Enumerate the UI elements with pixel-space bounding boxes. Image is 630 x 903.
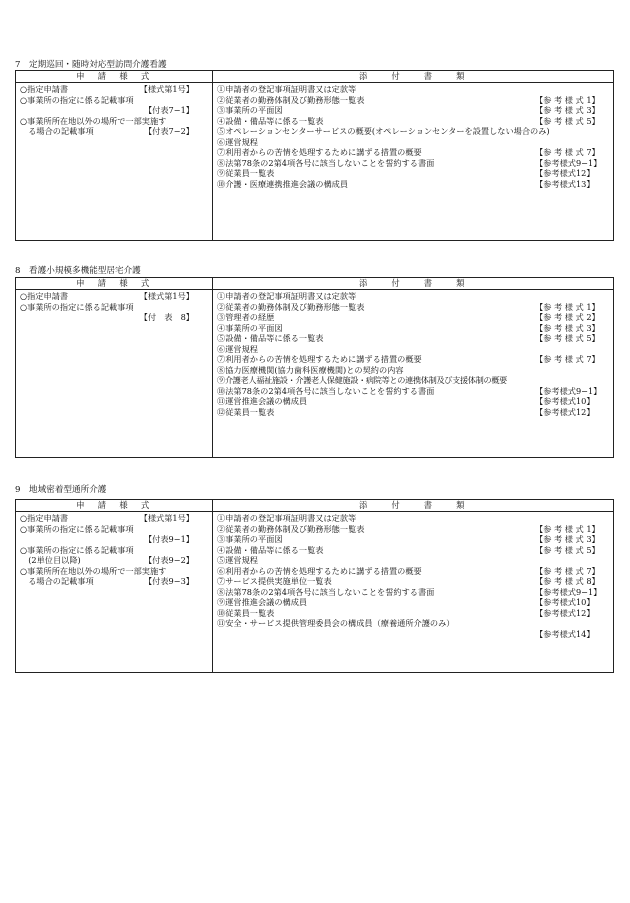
attachment-item: ④設備・備品等に係る一覧表 【参 考 様 式 5】 bbox=[217, 115, 600, 126]
form-item: ○事業所の指定に係る記載事項 bbox=[20, 301, 134, 312]
attachment-item: ①申請者の登記事項証明書又は定款等 bbox=[217, 513, 357, 523]
attachment-item: ⑪運営推進会議の構成員 【参考様式10】 bbox=[217, 396, 595, 407]
attachment-item: ⑪安全・サービス提供管理委員会の構成員（療養通所介護のみ） bbox=[217, 618, 455, 629]
attachment-item: ⑩法第78条の2第4項各号に該当しないことを誓約する書面 【参考様式9−1】 bbox=[217, 385, 602, 396]
attachment-item: ⑧法第78条の2第4項各号に該当しないことを誓約する書面 【参考様式9−1】 bbox=[217, 157, 602, 168]
attachment-item: ⑥運営規程 bbox=[217, 136, 258, 147]
attachment-item: ⑥運営規程 bbox=[217, 343, 258, 354]
attachment-item: 【参考様式14】 bbox=[535, 629, 595, 640]
attachment-item: ⑦サービス提供実施単位一覧表 【参 考 様 式 8】 bbox=[217, 576, 600, 587]
attachment-item: ⑦利用者からの苦情を処理するために講ずる措置の概要 【参 考 様 式 7】 bbox=[217, 147, 600, 158]
attachment-item: ⑩介護・医療連携推進会議の構成員 【参考様式13】 bbox=[217, 178, 595, 189]
attachment-item: ⑤運営規程 bbox=[217, 555, 258, 566]
attachment-header: 添 付 書 類 bbox=[213, 71, 614, 83]
form-item: (2単位目以降) 【付表9−2】 bbox=[20, 555, 194, 566]
attachment-item: ②従業者の勤務体制及び勤務形態一覧表 【参 考 様 式 1】 bbox=[217, 301, 600, 312]
section-9-forms bbox=[16, 512, 213, 673]
form-item: ○事業所の指定に係る記載事項 bbox=[20, 94, 134, 105]
attachment-item: ⑤オペレーションセンターサービスの概要(オペレーションセンターを設置しない場合のみ) bbox=[217, 126, 550, 137]
form-ref: 【付 表 8】 bbox=[139, 312, 194, 323]
section-8-attachments bbox=[213, 290, 614, 458]
attachment-item: ④設備・備品等に係る一覧表 【参 考 様 式 5】 bbox=[217, 544, 600, 555]
form-item: ○指定申請書 【様式第1号】 bbox=[20, 291, 194, 301]
apply-form-header: 申 請 様 式 bbox=[16, 71, 213, 83]
section-9-table bbox=[15, 499, 614, 673]
section-8-title: 8 看護小規模多機能型居宅介護 bbox=[15, 266, 141, 276]
attachment-item: ③事業所の平面図 【参 考 様 式 3】 bbox=[217, 534, 600, 545]
section-7-forms bbox=[16, 83, 213, 241]
form-item: ○事業所所在地以外の場所で一部実施す bbox=[20, 115, 167, 126]
form-ref: 【付表7−1】 bbox=[143, 105, 194, 116]
attachment-item: ⑧協力医療機関(協力歯科医療機関)との契約の内容 bbox=[217, 364, 404, 375]
section-7-table bbox=[15, 70, 614, 241]
attachment-item: ⑨従業員一覧表 【参考様式12】 bbox=[217, 168, 595, 179]
form-item: ○事業所所在地以外の場所で一部実施す bbox=[20, 565, 167, 576]
apply-form-header: 申 請 様 式 bbox=[16, 500, 213, 512]
form-ref: 【付表9−1】 bbox=[143, 534, 194, 545]
section-8-forms bbox=[16, 290, 213, 458]
attachment-item: ②従業者の勤務体制及び勤務形態一覧表 【参 考 様 式 1】 bbox=[217, 94, 600, 105]
attachment-item: ⑦利用者からの苦情を処理するために講ずる措置の概要 【参 考 様 式 7】 bbox=[217, 354, 600, 365]
section-8-table bbox=[15, 277, 614, 458]
section-9-title: 9 地域密着型通所介護 bbox=[15, 485, 107, 495]
section-9-attachments bbox=[213, 512, 614, 673]
form-item: ○事業所の指定に係る記載事項 bbox=[20, 544, 134, 555]
attachment-item: ④事業所の平面図 【参 考 様 式 3】 bbox=[217, 322, 600, 333]
form-item: ○指定申請書 【様式第1号】 bbox=[20, 84, 194, 94]
attachment-item: ②従業者の勤務体制及び勤務形態一覧表 【参 考 様 式 1】 bbox=[217, 523, 600, 534]
attachment-item: ⑥利用者からの苦情を処理するために講ずる措置の概要 【参 考 様 式 7】 bbox=[217, 565, 600, 576]
attachment-item: ⑩従業員一覧表 【参考様式12】 bbox=[217, 607, 595, 618]
form-item: る場合の記載事項 【付表7−2】 bbox=[20, 126, 194, 137]
attachment-item: ⑤設備・備品等に係る一覧表 【参 考 様 式 5】 bbox=[217, 333, 600, 344]
attachment-item: ③管理者の経歴 【参 考 様 式 2】 bbox=[217, 312, 600, 323]
attachment-header: 添 付 書 類 bbox=[213, 278, 614, 290]
attachment-item: ⑨介護老人福祉施設・介護老人保健施設・病院等との連携体制及び支援体制の概要 bbox=[217, 375, 507, 386]
section-7-attachments bbox=[213, 83, 614, 241]
form-item: る場合の記載事項 【付表9−3】 bbox=[20, 576, 194, 587]
attachment-item: ①申請者の登記事項証明書又は定款等 bbox=[217, 291, 357, 301]
attachment-item: ⑧法第78条の2第4項各号に該当しないことを誓約する書面 【参考様式9−1】 bbox=[217, 586, 602, 597]
form-item: ○事業所の指定に係る記載事項 bbox=[20, 523, 134, 534]
attachment-item: ⑫従業員一覧表 【参考様式12】 bbox=[217, 407, 595, 418]
section-7-title: 7 定期巡回・随時対応型訪問介護看護 bbox=[15, 60, 167, 70]
form-item: ○指定申請書 【様式第1号】 bbox=[20, 513, 194, 523]
attachment-header: 添 付 書 類 bbox=[213, 500, 614, 512]
attachment-item: ⑨運営推進会議の構成員 【参考様式10】 bbox=[217, 597, 595, 608]
apply-form-header: 申 請 様 式 bbox=[16, 278, 213, 290]
attachment-item: ③事業所の平面図 【参 考 様 式 3】 bbox=[217, 105, 600, 116]
attachment-item: ①申請者の登記事項証明書又は定款等 bbox=[217, 84, 357, 94]
